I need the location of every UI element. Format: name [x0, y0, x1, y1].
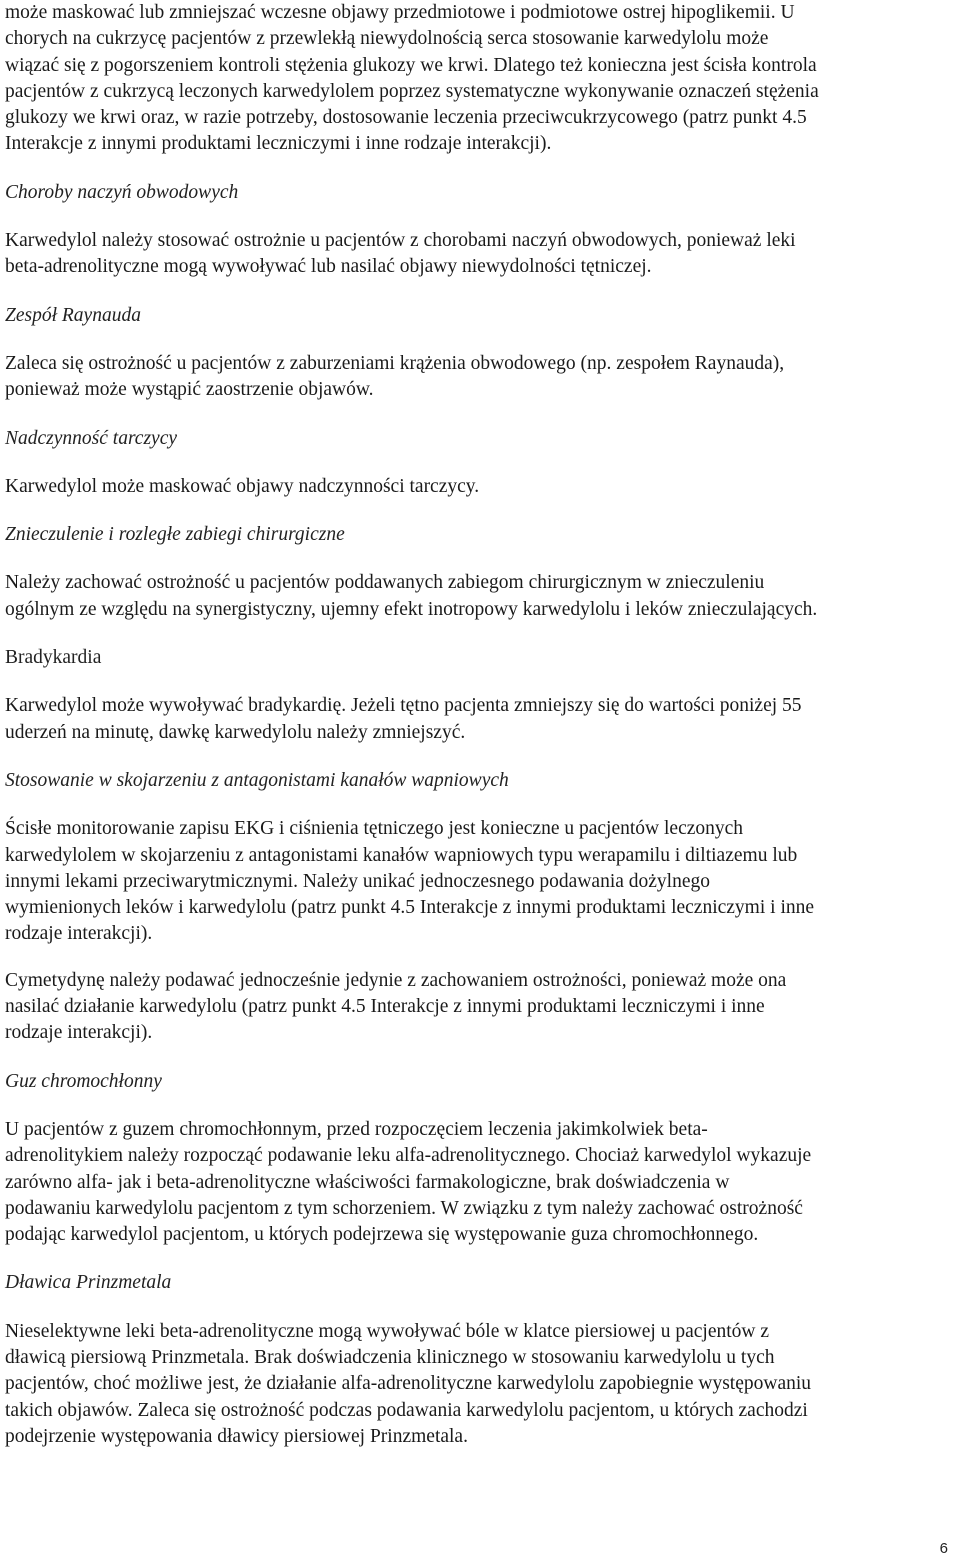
section-heading-znieczulenie: Znieczulenie i rozległe zabiegi chirurgiczne: [5, 524, 345, 546]
text-line: karwedylolem w skojarzeniu z antagonistami kanałów wapniowych typu werapamilu i diltiazemu lub: [5, 844, 798, 866]
text-line: nasilać działanie karwedylolu (patrz punkt 4.5 Interakcje z innymi produktami leczniczymi i inne: [5, 996, 765, 1018]
text-line: uderzeń na minutę, dawkę karwedylolu należy zmniejszyć.: [5, 721, 466, 743]
text-line: innymi lekami przeciwarytmicznymi. Należy unikać jednoczesnego podawania dożylnego: [5, 870, 710, 892]
text-line: Karwedylol może maskować objawy nadczynności tarczycy.: [5, 475, 480, 497]
text-line: wymienionych leków i karwedylolu (patrz punkt 4.5 Interakcje z innymi produktami leczniczymi i inne: [5, 897, 815, 919]
text-line: ponieważ może wystąpić zaostrzenie objawów.: [5, 379, 374, 401]
text-line: dławicą piersiową Prinzmetala. Brak doświadczenia klinicznego w stosowaniu karwedylolu u tych: [5, 1346, 775, 1368]
text-line: pacjentów, choć możliwe jest, że działanie alfa-adrenolityczne karwedylolu zapobiegnie występowaniu: [5, 1373, 812, 1395]
section-heading-nadczynnosc-tarczycy: Nadczynność tarczycy: [5, 427, 178, 449]
text-line: podawaniu karwedylolu pacjentom z tym schorzeniem. W związku z tym należy zachować ostrożność: [5, 1197, 803, 1219]
text-line: rodzaje interakcji).: [5, 1022, 153, 1044]
text-line: pacjentów z cukrzycą leczonych karwedylolem poprzez systematyczne wykonywanie oznaczeń stężenia: [5, 80, 819, 102]
text-line: adrenolitykiem należy rozpocząć podawanie leku alfa-adrenolitycznego. Chociaż karwedylol wykazuje: [5, 1145, 812, 1167]
text-line: beta-adrenolityczne mogą wywoływać lub nasilać objawy niewydolności tętniczej.: [5, 256, 652, 278]
text-line: Zaleca się ostrożność u pacjentów z zaburzeniami krążenia obwodowego (np. zespołem Raynauda),: [5, 352, 785, 374]
document-page: [5, 0, 953, 1450]
text-line: Cymetydynę należy podawać jednocześnie jedynie z zachowaniem ostrożności, ponieważ może ona: [5, 969, 787, 991]
text-line: glukozy we krwi oraz, w razie potrzeby, dostosowanie leczenia przeciwcukrzycowego (patrz punkt 4.5: [5, 107, 807, 129]
text-line: może maskować lub zmniejszać wczesne objawy przedmiotowe i podmiotowe ostrej hipoglikemii. U: [5, 2, 795, 23]
section-heading-guz-chromochlonny: Guz chromochłonny: [5, 1070, 162, 1092]
text-line: podejrzenie występowania dławicy piersiowej Prinzmetala.: [5, 1425, 468, 1447]
section-heading-antagonisci-kanalow-wapniowych: Stosowanie w skojarzeniu z antagonistami kanałów wapniowych: [5, 769, 509, 791]
text-line: podając karwedylol pacjentom, u których podejrzewa się występowanie guza chromochłonnego.: [5, 1224, 759, 1246]
text-line: Karwedylol może wywoływać bradykardię. Jeżeli tętno pacjenta zmniejszy się do wartości poniżej 55: [5, 695, 802, 717]
text-line: Karwedylol należy stosować ostrożnie u pacjentów z chorobami naczyń obwodowych, ponieważ leki: [5, 230, 796, 252]
section-heading-choroby-naczyn: Choroby naczyń obwodowych: [5, 181, 239, 203]
text-line: ogólnym ze względu na synergistyczny, ujemny efekt inotropowy karwedylolu i leków znieczulających.: [5, 598, 818, 620]
section-heading-bradykardia: Bradykardia: [5, 647, 102, 669]
text-line: takich objawów. Zaleca się ostrożność podczas podawania karwedylolu pacjentom, u których zachodzi: [5, 1399, 808, 1421]
section-heading-dlawica-prinzmetala: Dławica Prinzmetala: [5, 1272, 172, 1294]
text-line: zarówno alfa- jak i beta-adrenolityczne właściwości farmakologiczne, brak doświadczenia w: [5, 1171, 730, 1193]
intro-paragraph: [5, 0, 953, 158]
text-line: chorych na cukrzycę pacjentów z przewlekłą niewydolnością serca stosowanie karwedylolu może: [5, 28, 769, 50]
section-heading-zespol-raynauda: Zespół Raynauda: [5, 304, 141, 326]
text-line: Interakcje z innymi produktami leczniczymi i inne rodzaje interakcji).: [5, 133, 552, 155]
text-line: Ścisłe monitorowanie zapisu EKG i ciśnienia tętniczego jest konieczne u pacjentów leczonych: [5, 818, 744, 840]
text-line: Nieselektywne leki beta-adrenolityczne mogą wywoływać bóle w klatce piersiowej u pacjentów z: [5, 1320, 770, 1342]
text-line: rodzaje interakcji).: [5, 923, 153, 945]
text-line: wiązać się z pogorszeniem kontroli stężenia glukozy we krwi. Dlatego też konieczna jest ścisła kontrola: [5, 54, 817, 76]
text-line: U pacjentów z guzem chromochłonnym, przed rozpoczęciem leczenia jakimkolwiek beta-: [5, 1118, 708, 1140]
text-line: Należy zachować ostrożność u pacjentów poddawanych zabiegom chirurgicznym w znieczuleniu: [5, 572, 765, 594]
page-number: 6: [939, 1540, 948, 1557]
